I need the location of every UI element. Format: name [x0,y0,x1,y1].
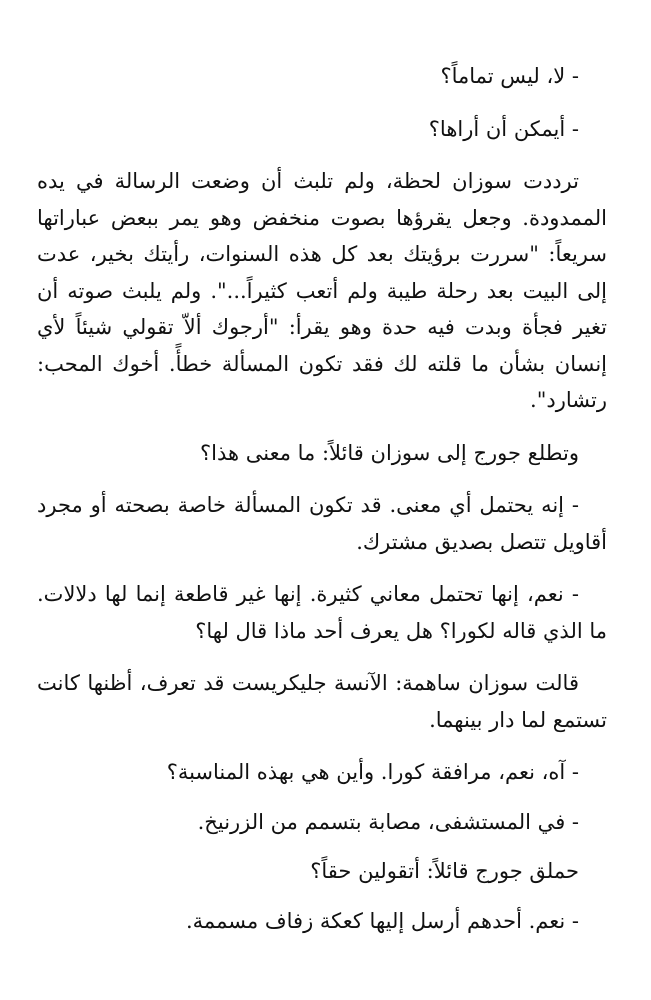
dialogue-paragraph-george-reply: - نعم، إنها تحتمل معاني كثيرة. إنها غير قاطعة إنما لها دلالات. ما الذي قاله لكورا؟ هل يعرف أحد ماذا قال لها؟ [37,582,607,643]
dialogue-line-2: - أيمكن أن أراها؟ [428,116,579,141]
book-page [37,58,607,952]
dialogue-paragraph-susan-reply: - إنه يحتمل أي معنى. قد تكون المسألة خاصة بصحته أو مجرد أقاويل تتصل بصديق مشترك. [37,493,607,554]
narrative-paragraph-letter: ترددت سوزان لحظة، ولم تلبث أن وضعت الرسالة في يده الممدودة. وجعل يقرؤها بصوت منخفض وهو يمر ببعض عباراتها سريعاً: "سررت برؤيتك بعد كل هذه السنوات، رأيتك بخير، عدت إلى البيت بعد رحلة طيبة ولم أتعب كثيراً...". ولم يلبث صوته أن تغير فجأة وبدت فيه حدة وهو يقرأ: "أرجوك ألاّ تقولي شيئاً لأي إنسان بشأن ما قلته لك فقد تكون المسألة خطأً. أخوك المحب: رتشارد". [37,169,607,412]
dialogue-line-cora-companion: - آه، نعم، مرافقة كورا. وأين هي بهذه المناسبة؟ [166,760,579,784]
dialogue-line-1: - لا، ليس تماماً؟ [440,64,579,88]
narrative-line-george-asks: وتطلع جورج إلى سوزان قائلاً: ما معنى هذا؟ [199,440,579,465]
narrative-paragraph-susan-says: قالت سوزان ساهمة: الآنسة جليكريست قد تعرف، أظنها كانت تستمع لما دار بينهما. [37,671,607,732]
dialogue-line-poisoned-cake: - نعم. أحدهم أرسل إليها كعكة زفاف مسممة. [186,908,579,933]
narrative-line-george-stares: حملق جورج قائلاً: أتقولين حقاً؟ [310,859,579,883]
dialogue-line-hospital: - في المستشفى، مصابة بتسمم من الزرنيخ. [197,809,579,834]
